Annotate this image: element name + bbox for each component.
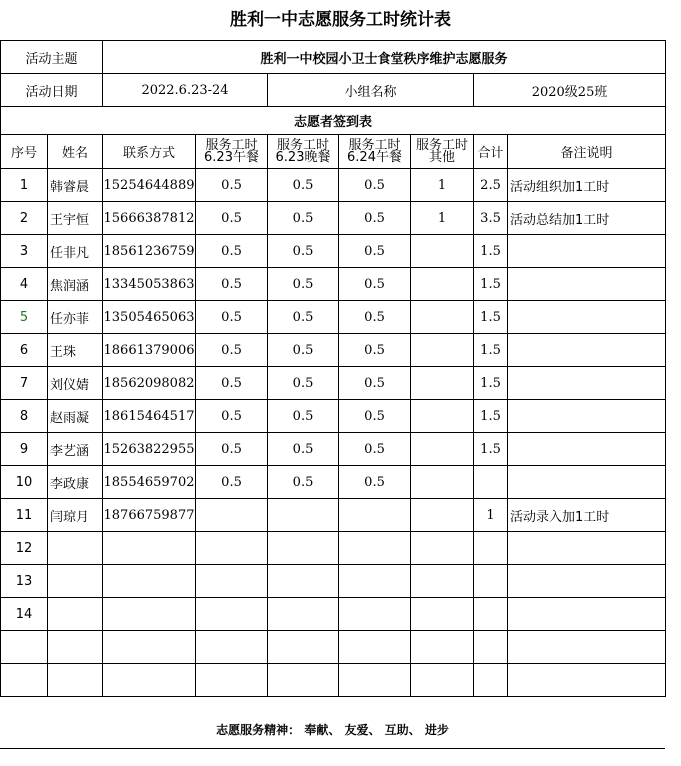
cell-hours-other[interactable] <box>411 532 474 565</box>
cell-notes[interactable] <box>508 301 666 334</box>
cell-name[interactable] <box>48 565 103 598</box>
cell-hours-623-lunch[interactable] <box>196 565 268 598</box>
cell-hours-other[interactable] <box>411 598 474 631</box>
cell-notes[interactable] <box>508 433 666 466</box>
cell-notes[interactable] <box>508 466 666 499</box>
cell-seq[interactable]: 14 <box>1 598 48 631</box>
table-row <box>1 466 666 499</box>
cell-hours-623-dinner[interactable]: 0.5 <box>268 169 339 202</box>
cell-hours-623-lunch[interactable]: 0.5 <box>196 334 268 367</box>
date-value[interactable]: 2022.6.23-24 <box>103 74 268 107</box>
signin-section-title[interactable]: 志愿者签到表 <box>1 107 666 135</box>
cell-total[interactable]: 1.5 <box>474 334 508 367</box>
cell-contact[interactable]: 18661379006 <box>103 334 196 367</box>
table-row <box>1 268 666 301</box>
table-row <box>1 499 666 532</box>
group-label[interactable]: 小组名称 <box>268 74 474 107</box>
cell-seq[interactable]: 10 <box>1 466 48 499</box>
col-header-name[interactable]: 姓名 <box>48 135 103 169</box>
cell-total[interactable]: 1.5 <box>474 367 508 400</box>
table-row <box>1 301 666 334</box>
cell-contact[interactable]: 18562098082 <box>103 367 196 400</box>
cell-hours-623-lunch[interactable]: 0.5 <box>196 235 268 268</box>
cell-notes[interactable] <box>508 334 666 367</box>
cell-seq[interactable]: 9 <box>1 433 48 466</box>
col-header-hours-624-lunch[interactable] <box>339 135 411 169</box>
cell-contact[interactable]: 18561236759 <box>103 235 196 268</box>
cell-contact[interactable]: 18766759877 <box>103 499 196 532</box>
table-row <box>1 598 666 631</box>
cell-seq[interactable] <box>1 664 48 697</box>
cell-hours-623-dinner[interactable] <box>268 598 339 631</box>
col-header-hours-623-dinner-line2: 6.23晚餐 <box>275 149 331 165</box>
cell-hours-623-dinner[interactable]: 0.5 <box>268 367 339 400</box>
cell-name[interactable]: 闫琼月 <box>48 499 103 532</box>
cell-hours-623-dinner[interactable]: 0.5 <box>268 400 339 433</box>
cell-name[interactable]: 焦润涵 <box>48 268 103 301</box>
cell-contact[interactable] <box>103 598 196 631</box>
cell-hours-623-lunch[interactable] <box>196 598 268 631</box>
cell-hours-other[interactable] <box>411 565 474 598</box>
theme-value[interactable]: 胜利一中校园小卫士食堂秩序维护志愿服务 <box>103 41 666 74</box>
cell-hours-624-lunch[interactable]: 0.5 <box>339 301 411 334</box>
cell-notes[interactable]: 活动录入加1工时 <box>508 499 666 532</box>
col-header-seq[interactable]: 序号 <box>1 135 48 169</box>
cell-name[interactable]: 王宇恒 <box>48 202 103 235</box>
cell-total[interactable] <box>474 598 508 631</box>
cell-total[interactable] <box>474 532 508 565</box>
cell-hours-623-lunch[interactable]: 0.5 <box>196 400 268 433</box>
col-header-hours-623-dinner[interactable] <box>268 135 339 169</box>
cell-hours-623-lunch[interactable] <box>196 532 268 565</box>
col-header-contact[interactable]: 联系方式 <box>103 135 196 169</box>
cell-name[interactable] <box>48 664 103 697</box>
cell-total[interactable] <box>474 466 508 499</box>
sheet-title: 胜利一中志愿服务工时统计表 <box>230 10 451 30</box>
cell-total[interactable]: 1.5 <box>474 400 508 433</box>
cell-notes[interactable] <box>508 565 666 598</box>
cell-hours-624-lunch[interactable]: 0.5 <box>339 334 411 367</box>
col-header-hours-623-lunch-line2: 6.23午餐 <box>204 149 259 165</box>
cell-hours-624-lunch[interactable] <box>339 664 411 697</box>
table-row <box>1 334 666 367</box>
cell-hours-623-lunch[interactable] <box>196 499 268 532</box>
cell-name[interactable]: 韩睿晨 <box>48 169 103 202</box>
cell-hours-623-lunch[interactable]: 0.5 <box>196 466 268 499</box>
cell-seq[interactable]: 6 <box>1 334 48 367</box>
cell-hours-624-lunch[interactable]: 0.5 <box>339 268 411 301</box>
cell-total[interactable]: 1 <box>474 499 508 532</box>
col-header-notes[interactable]: 备注说明 <box>508 135 666 169</box>
col-header-hours-623-lunch[interactable] <box>196 135 268 169</box>
cell-hours-624-lunch[interactable] <box>339 631 411 664</box>
cell-hours-other[interactable]: 1 <box>411 202 474 235</box>
cell-name[interactable] <box>48 532 103 565</box>
cell-hours-623-dinner[interactable] <box>268 565 339 598</box>
cell-seq[interactable]: 11 <box>1 499 48 532</box>
col-header-hours-624-lunch-line2: 6.24午餐 <box>347 149 402 165</box>
table-row <box>1 367 666 400</box>
cell-hours-other[interactable] <box>411 301 474 334</box>
cell-seq[interactable]: 2 <box>1 202 48 235</box>
cell-notes[interactable]: 活动组织加1工时 <box>508 169 666 202</box>
cell-contact[interactable] <box>103 532 196 565</box>
cell-notes[interactable] <box>508 400 666 433</box>
cell-contact[interactable] <box>103 631 196 664</box>
cell-hours-624-lunch[interactable]: 0.5 <box>339 367 411 400</box>
cell-hours-623-lunch[interactable]: 0.5 <box>196 367 268 400</box>
cell-contact[interactable]: 18615464517 <box>103 400 196 433</box>
cell-hours-other[interactable]: 1 <box>411 169 474 202</box>
cell-hours-623-dinner[interactable]: 0.5 <box>268 433 339 466</box>
cell-contact[interactable]: 13345053863 <box>103 268 196 301</box>
cell-hours-624-lunch[interactable] <box>339 499 411 532</box>
table-row <box>1 400 666 433</box>
cell-hours-other[interactable] <box>411 367 474 400</box>
table-row <box>1 565 666 598</box>
cell-hours-624-lunch[interactable]: 0.5 <box>339 466 411 499</box>
cell-name[interactable]: 赵雨凝 <box>48 400 103 433</box>
cell-hours-other[interactable] <box>411 499 474 532</box>
cell-total[interactable] <box>474 565 508 598</box>
cell-hours-623-dinner[interactable]: 0.5 <box>268 235 339 268</box>
volunteer-table <box>0 40 666 697</box>
cell-hours-624-lunch[interactable]: 0.5 <box>339 433 411 466</box>
cell-hours-624-lunch[interactable] <box>339 598 411 631</box>
cell-hours-624-lunch[interactable]: 0.5 <box>339 169 411 202</box>
cell-hours-623-lunch[interactable]: 0.5 <box>196 268 268 301</box>
cell-notes[interactable] <box>508 532 666 565</box>
cell-name[interactable] <box>48 598 103 631</box>
cell-total[interactable]: 1.5 <box>474 268 508 301</box>
cell-hours-623-lunch[interactable]: 0.5 <box>196 301 268 334</box>
cell-notes[interactable] <box>508 664 666 697</box>
cell-notes[interactable] <box>508 235 666 268</box>
cell-hours-623-dinner[interactable] <box>268 631 339 664</box>
cell-total[interactable]: 3.5 <box>474 202 508 235</box>
cell-hours-624-lunch[interactable] <box>339 532 411 565</box>
cell-seq[interactable]: 5 <box>1 301 48 334</box>
cell-total[interactable]: 2.5 <box>474 169 508 202</box>
cell-hours-other[interactable] <box>411 631 474 664</box>
table-row <box>1 235 666 268</box>
col-header-hours-624-lunch-line1: 服务工时 <box>348 137 401 153</box>
cell-name[interactable]: 李艺涵 <box>48 433 103 466</box>
col-header-hours-623-lunch-line1: 服务工时 <box>205 137 258 153</box>
cell-contact[interactable]: 15263822955 <box>103 433 196 466</box>
cell-contact[interactable]: 15254644889 <box>103 169 196 202</box>
cell-hours-623-dinner[interactable]: 0.5 <box>268 466 339 499</box>
group-value[interactable]: 2020级25班 <box>474 74 666 107</box>
cell-hours-623-dinner[interactable]: 0.5 <box>268 268 339 301</box>
cell-contact[interactable]: 15666387812 <box>103 202 196 235</box>
table-row <box>1 202 666 235</box>
cell-seq[interactable]: 7 <box>1 367 48 400</box>
cell-hours-623-lunch[interactable]: 0.5 <box>196 169 268 202</box>
cell-contact[interactable]: 13505465063 <box>103 301 196 334</box>
col-header-hours-other-line1: 服务工时 <box>416 137 469 153</box>
cell-seq[interactable]: 3 <box>1 235 48 268</box>
cell-seq[interactable] <box>1 631 48 664</box>
cell-hours-other[interactable] <box>411 400 474 433</box>
cell-name[interactable]: 任非凡 <box>48 235 103 268</box>
cell-notes[interactable] <box>508 367 666 400</box>
cell-total[interactable] <box>474 631 508 664</box>
cell-seq[interactable]: 13 <box>1 565 48 598</box>
cell-notes[interactable] <box>508 598 666 631</box>
cell-notes[interactable] <box>508 268 666 301</box>
cell-hours-623-dinner[interactable]: 0.5 <box>268 301 339 334</box>
col-header-hours-other[interactable] <box>411 135 474 169</box>
table-row <box>1 631 666 664</box>
cell-hours-other[interactable] <box>411 268 474 301</box>
table-row <box>1 433 666 466</box>
cell-name[interactable] <box>48 631 103 664</box>
cell-hours-other[interactable] <box>411 334 474 367</box>
cell-hours-623-lunch[interactable] <box>196 664 268 697</box>
cell-hours-623-lunch[interactable]: 0.5 <box>196 202 268 235</box>
date-label[interactable]: 活动日期 <box>1 74 103 107</box>
cell-hours-623-lunch[interactable] <box>196 631 268 664</box>
cell-name[interactable]: 任亦菲 <box>48 301 103 334</box>
cell-name[interactable]: 李政康 <box>48 466 103 499</box>
cell-hours-other[interactable] <box>411 433 474 466</box>
cell-contact[interactable]: 18554659702 <box>103 466 196 499</box>
cell-contact[interactable] <box>103 664 196 697</box>
cell-hours-623-dinner[interactable] <box>268 664 339 697</box>
cell-seq[interactable]: 1 <box>1 169 48 202</box>
cell-notes[interactable] <box>508 631 666 664</box>
cell-hours-623-lunch[interactable]: 0.5 <box>196 433 268 466</box>
cell-seq[interactable]: 12 <box>1 532 48 565</box>
cell-hours-other[interactable] <box>411 664 474 697</box>
cell-notes[interactable]: 活动总结加1工时 <box>508 202 666 235</box>
cell-hours-other[interactable] <box>411 466 474 499</box>
col-header-hours-623-dinner-line1: 服务工时 <box>277 137 330 153</box>
cell-hours-other[interactable] <box>411 235 474 268</box>
theme-label[interactable]: 活动主题 <box>1 41 103 74</box>
service-spirit-footer: 志愿服务精神： 奉献、 友爱、 互助、 进步 <box>0 712 665 749</box>
cell-hours-623-dinner[interactable] <box>268 532 339 565</box>
cell-name[interactable]: 刘仪婧 <box>48 367 103 400</box>
cell-seq[interactable]: 8 <box>1 400 48 433</box>
col-header-total[interactable]: 合计 <box>474 135 508 169</box>
table-row <box>1 664 666 697</box>
cell-hours-624-lunch[interactable]: 0.5 <box>339 235 411 268</box>
cell-total[interactable] <box>474 664 508 697</box>
cell-hours-624-lunch[interactable]: 0.5 <box>339 400 411 433</box>
col-header-hours-other-line2: 其他 <box>429 149 456 165</box>
cell-name[interactable]: 王珠 <box>48 334 103 367</box>
cell-total[interactable]: 1.5 <box>474 235 508 268</box>
cell-hours-624-lunch[interactable] <box>339 565 411 598</box>
cell-seq[interactable]: 4 <box>1 268 48 301</box>
cell-hours-623-dinner[interactable] <box>268 499 339 532</box>
cell-hours-623-dinner[interactable]: 0.5 <box>268 334 339 367</box>
cell-contact[interactable] <box>103 565 196 598</box>
cell-hours-623-dinner[interactable]: 0.5 <box>268 202 339 235</box>
cell-total[interactable]: 1.5 <box>474 433 508 466</box>
table-row <box>1 169 666 202</box>
table-row <box>1 532 666 565</box>
cell-hours-624-lunch[interactable]: 0.5 <box>339 202 411 235</box>
cell-total[interactable]: 1.5 <box>474 301 508 334</box>
